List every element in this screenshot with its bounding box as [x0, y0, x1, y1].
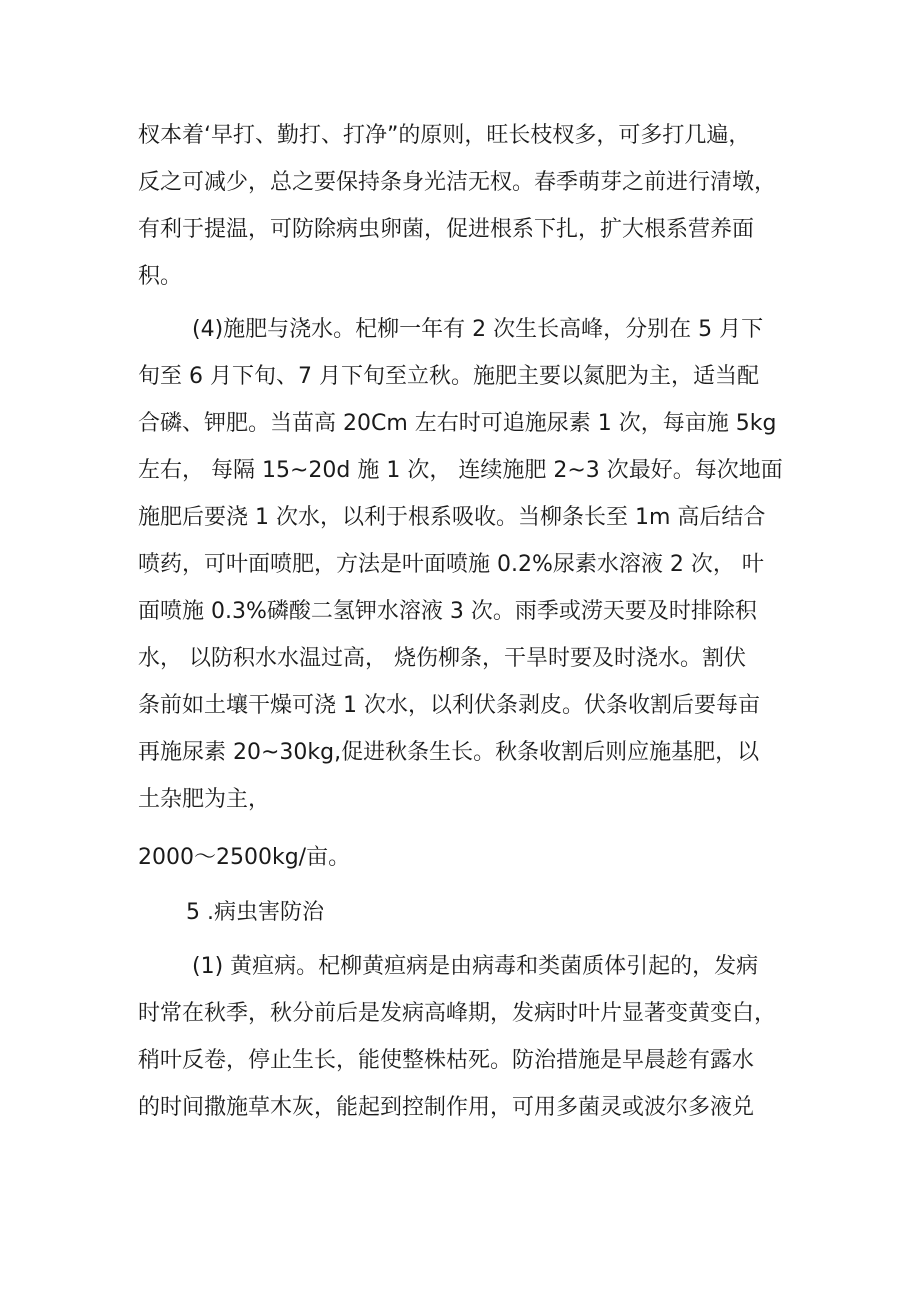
text-line-21: 的时间撒施草木灰，能起到控制作用，可用多菌灵或波尔多液兑 — [138, 1095, 755, 1120]
text-line-14: 再施尿素 20~30kg,促进秋条生长。秋条收割后则应施基肥，以 — [138, 740, 760, 765]
section-heading: 5 .病虫害防治 — [186, 900, 324, 925]
text-line-2: 反之可减少，总之要保持条身光洁无杈。春季萌芽之前进行清墩， — [138, 170, 777, 195]
text-line-20: 稍叶反卷，停止生长，能使整株枯死。防治措施是早晨趁有露水 — [138, 1048, 755, 1073]
text-line-1: 杈本着‘早打、勤打、打净”的原则，旺长枝杈多，可多打几遍， — [138, 123, 751, 148]
text-line-5: (4)施肥与浇水。杞柳一年有 2 次生长高峰，分别在 5 月下 — [192, 317, 764, 342]
text-line-16: 2000～2500kg/亩。 — [138, 845, 351, 870]
text-line-7: 合磷、钾肥。当苗高 20Cm 左右时可追施尿素 1 次，每亩施 5kg — [138, 411, 777, 436]
text-line-18: (1) 黄疸病。杞柳黄疸病是由病毒和类菌质体引起的，发病 — [192, 954, 759, 979]
text-line-15: 土杂肥为主， — [138, 787, 271, 812]
text-line-10: 喷药，可叶面喷肥，方法是叶面喷施 0.2%尿素水溶液 2 次， 叶 — [138, 552, 764, 577]
text-line-11: 面喷施 0.3%磷酸二氢钾水溶液 3 次。雨季或涝天要及时排除积 — [138, 599, 757, 624]
text-line-13: 条前如土壤干燥可浇 1 次水，以利伏条剥皮。伏条收割后要每亩 — [138, 693, 760, 718]
text-line-3: 有利于提温，可防除病虫卵菌，促进根系下扎，扩大根系营养面 — [138, 217, 755, 242]
text-line-19: 时常在秋季，秋分前后是发病高峰期，发病时叶片显著变黄变白， — [138, 1001, 777, 1026]
text-line-8: 左右， 每隔 15~20d 施 1 次， 连续施肥 2~3 次最好。每次地面 — [138, 458, 783, 483]
text-line-9: 施肥后要浇 1 次水，以利于根系吸收。当柳条长至 1m 高后结合 — [138, 505, 766, 530]
text-line-4: 积。 — [138, 264, 183, 289]
text-line-12: 水， 以防积水水温过高， 烧伤柳条，干旱时要及时浇水。割伏 — [138, 646, 746, 671]
text-line-6: 旬至 6 月下旬、7 月下旬至立秋。施肥主要以氮肥为主，适当配 — [138, 364, 759, 389]
